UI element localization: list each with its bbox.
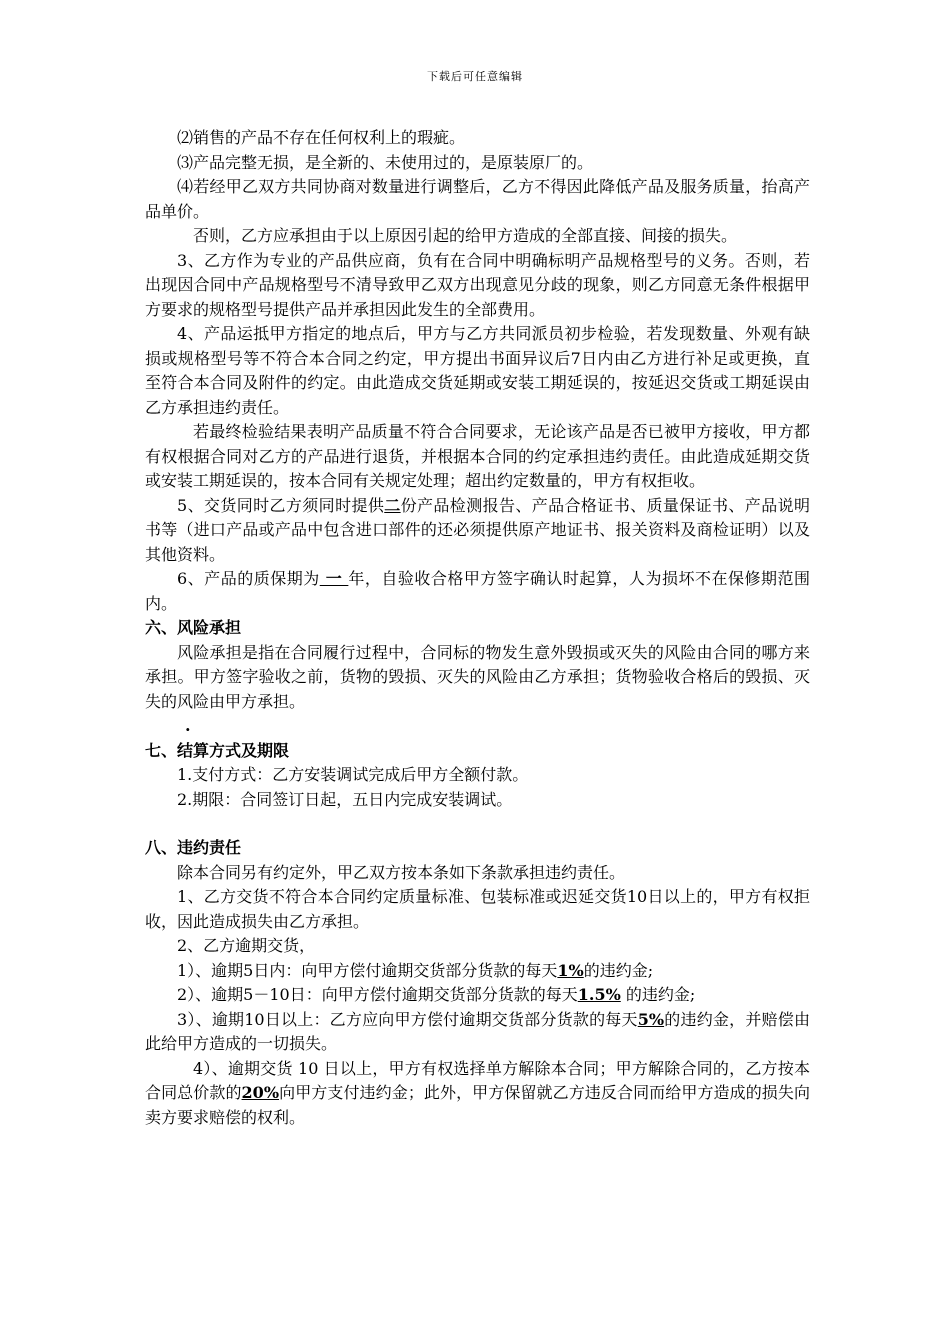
breach-1: 1、乙方交货不符合本合同约定质量标准、包装标准或迟延交货10日以上的，甲方有权拒收，因此造成损失由乙方承担。 — [145, 887, 810, 931]
breach-2-4 — [145, 1057, 810, 1131]
breach-intro: 除本合同另有约定外，甲乙双方按本条如下条款承担违约责任。 — [177, 862, 626, 882]
clause-5-copies: 二 — [384, 495, 401, 515]
clause-2-3: ⑶产品完整无损，是全新的、未使用过的，是原装原厂的。 — [177, 152, 594, 172]
breach-2-4-text-b: 向甲方支付违约金；此外，甲方保留就乙方违反合同而给甲方造成的损失向卖方要求赔偿的权利。 — [145, 1083, 810, 1127]
breach-2-2-text-b: 的违约金; — [620, 985, 696, 1004]
clause-5-text-b: 份产品检测报告、产品合格证书、质量保证书、产品说明书等（进口产品或产品中包含进口部件的还必须提供原产地证书、报关资料及商检证明）以及其他资料。 — [145, 495, 810, 564]
breach-2-1-text-a: 1）、逾期5日内：向甲方偿付逾期交货部分货款的每天 — [177, 960, 558, 980]
clause-5-text-a: 5、交货同时乙方须同时提供 — [177, 495, 385, 515]
clause-otherwise: 否则，乙方应承担由于以上原因引起的给甲方造成的全部直接、间接的损失。 — [193, 226, 738, 245]
payment-method: 1.支付方式：乙方安装调试完成后甲方全额付款。 — [177, 765, 529, 784]
clause-4: 4、产品运抵甲方指定的地点后，甲方与乙方共同派员初步检验，若发现数量、外观有缺损或规格型号等不符合本合同之约定，甲方提出书面异议后7日内由乙方进行补足或更换，直至符合本合同及附件的约定。由此造成交货延期或安装工期延误的，按延迟交货或工期延误由乙方承担违约责任。 — [145, 324, 810, 417]
clause-2-4: ⑷若经甲乙双方共同协商对数量进行调整后，乙方不得因此降低产品及服务质量，抬高产品单价。 — [145, 177, 810, 221]
breach-2: 2、乙方逾期交货， — [177, 936, 316, 955]
breach-2-1 — [145, 959, 810, 984]
document-body — [145, 126, 810, 1130]
section-heading-6: 六、风险承担 — [145, 618, 242, 637]
clause-6-text-a: 6、产品的质保期为 — [177, 569, 320, 588]
breach-2-3-text-b: 的违约金，并赔偿由此给甲方造成的一切损失。 — [145, 1009, 810, 1053]
stray-dot: . — [185, 716, 191, 735]
clause-2-2: ⑵销售的产品不存在任何权利上的瑕疵。 — [177, 128, 466, 147]
breach-2-2-text-a: 2）、逾期5－10日：向甲方偿付逾期交货部分货款的每天 — [177, 985, 578, 1004]
breach-2-4-rate: 20% — [241, 1083, 280, 1102]
section-heading-7: 七、结算方式及期限 — [145, 740, 290, 760]
clause-6-text-b: 年，自验收合格甲方签字确认时起算，人为损坏不在保修期范围内。 — [145, 569, 810, 613]
section-heading-8: 八、违约责任 — [145, 838, 242, 857]
spacer — [145, 812, 810, 836]
risk-clause: 风险承担是指在合同履行过程中，合同标的物发生意外毁损或灭失的风险由合同的哪方来承担。甲方签字验收之前，货物的毁损、灭失的风险由乙方承担；货物验收合格后的毁损、灭失的风险由甲方承担。 — [145, 642, 810, 711]
clause-6 — [145, 567, 810, 616]
page-header: 下载后可任意编辑 — [427, 70, 523, 83]
payment-term: 2.期限：合同签订日起，五日内完成安装调试。 — [177, 789, 513, 809]
breach-2-1-rate: 1% — [557, 960, 584, 980]
clause-6-warranty-years: 一 — [319, 569, 349, 588]
clause-4-final-inspection: 若最终检验结果表明产品质量不符合合同要求，无论该产品是否已被甲方接收，甲方都有权根据合同对乙方的产品进行退货，并根据本合同的约定承担违约责任。由此造成延期交货或安装工期延误的，按本合同有关规定处理；超出约定数量的，甲方有权拒收。 — [145, 422, 810, 490]
breach-2-1-text-b: 的违约金; — [583, 960, 654, 980]
breach-2-3-text-a: 3）、逾期10日以上：乙方应向甲方偿付逾期交货部分货款的每天 — [177, 1009, 638, 1029]
clause-3: 3、乙方作为专业的产品供应商，负有在合同中明确标明产品规格型号的义务。否则，若出现因合同中产品规格型号不清导致甲乙双方出现意见分歧的现象，则乙方同意无条件根据甲方要求的规格型号提供产品并承担因此发生的全部费用。 — [145, 250, 810, 319]
breach-2-4-text-a: 4）、逾期交货 10 日以上，甲方有权选择单方解除本合同；甲方解除合同的，乙方按本合同总价款的 — [145, 1058, 810, 1102]
breach-2-3 — [145, 1008, 810, 1057]
breach-2-2-rate: 1.5% — [577, 985, 621, 1004]
clause-5 — [145, 494, 810, 568]
breach-2-2 — [145, 983, 810, 1008]
breach-2-3-rate: 5% — [637, 1009, 665, 1029]
